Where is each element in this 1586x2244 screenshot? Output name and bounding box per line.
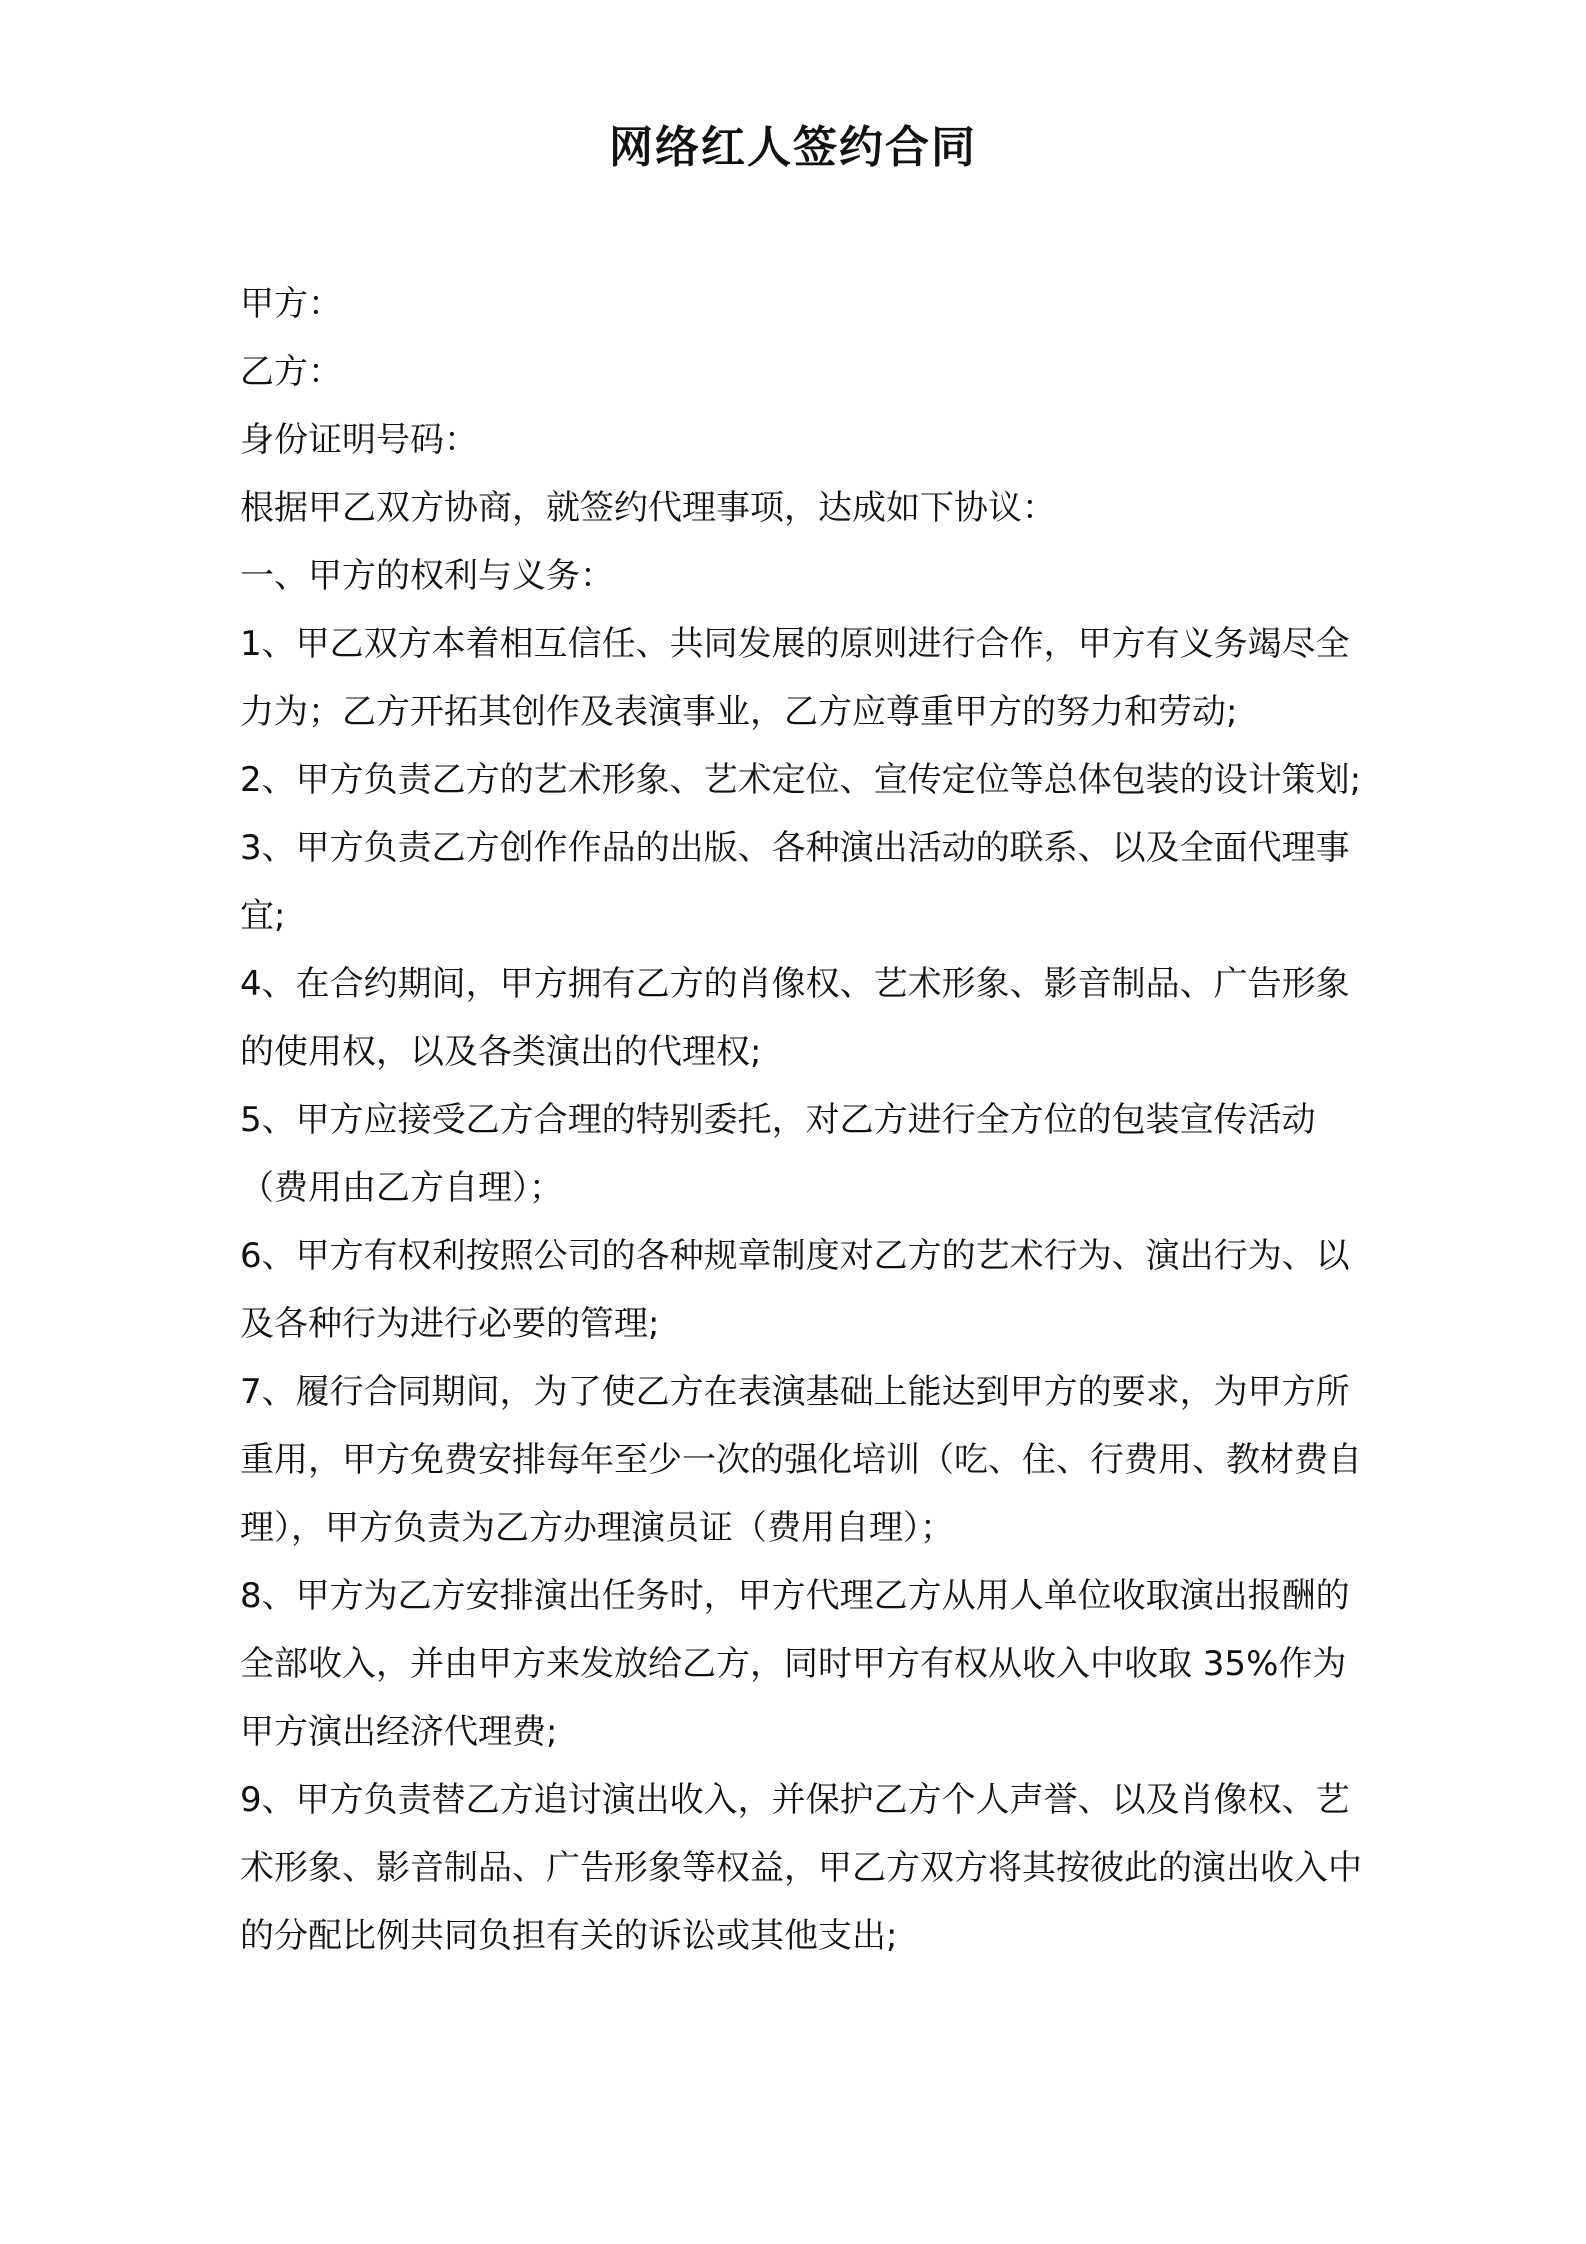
- clause-paragraph: 3、甲方负责乙方创作作品的出版、各种演出活动的联系、以及全面代理事宜;: [240, 828, 1350, 936]
- clause-paragraph: 8、甲方为乙方安排演出任务时，甲方代理乙方从用人单位收取演出报酬的全部收入，并由甲方来发放给乙方，同时甲方有权从收入中收取 35%作为甲方演出经济代理费;: [240, 1576, 1350, 1752]
- clause-paragraph: 9、甲方负责替乙方追讨演出收入，并保护乙方个人声誉、以及肖像权、艺术形象、影音制品、广告形象等权益，甲乙方双方将其按彼此的演出收入中的分配比例共同负担有关的诉讼或其他支出;: [240, 1780, 1362, 1956]
- clause-paragraph: 2、甲方负责乙方的艺术形象、艺术定位、宣传定位等总体包装的设计策划;: [240, 760, 1362, 800]
- document-body: [240, 270, 1365, 1970]
- party-b-label: 乙方：: [240, 352, 342, 392]
- clause-paragraph: 7、履行合同期间，为了使乙方在表演基础上能达到甲方的要求，为甲方所重用，甲方免费安排每年至少一次的强化培训（吃、住、行费用、教材费自理），甲方负责为乙方办理演员证（费用自理）；: [240, 1372, 1362, 1548]
- clause-paragraph: 6、甲方有权利按照公司的各种规章制度对乙方的艺术行为、演出行为、以及各种行为进行必要的管理;: [240, 1236, 1350, 1344]
- clause-paragraph: 5、甲方应接受乙方合理的特别委托，对乙方进行全方位的包装宣传活动（费用由乙方自理）；: [240, 1100, 1316, 1208]
- clause-paragraph: 1、甲乙双方本着相互信任、共同发展的原则进行合作，甲方有义务竭尽全力为；乙方开拓其创作及表演事业，乙方应尊重甲方的努力和劳动;: [240, 624, 1350, 732]
- id-number-label: 身份证明号码：: [240, 420, 478, 460]
- document-title: 网络红人签约合同: [609, 122, 977, 173]
- section-heading: 一、甲方的权利与义务：: [240, 556, 614, 596]
- party-a-label: 甲方：: [240, 284, 342, 324]
- preamble-text: 根据甲乙双方协商，就签约代理事项，达成如下协议：: [240, 488, 1056, 528]
- clause-paragraph: 4、在合约期间，甲方拥有乙方的肖像权、艺术形象、影音制品、广告形象的使用权，以及各类演出的代理权;: [240, 964, 1350, 1072]
